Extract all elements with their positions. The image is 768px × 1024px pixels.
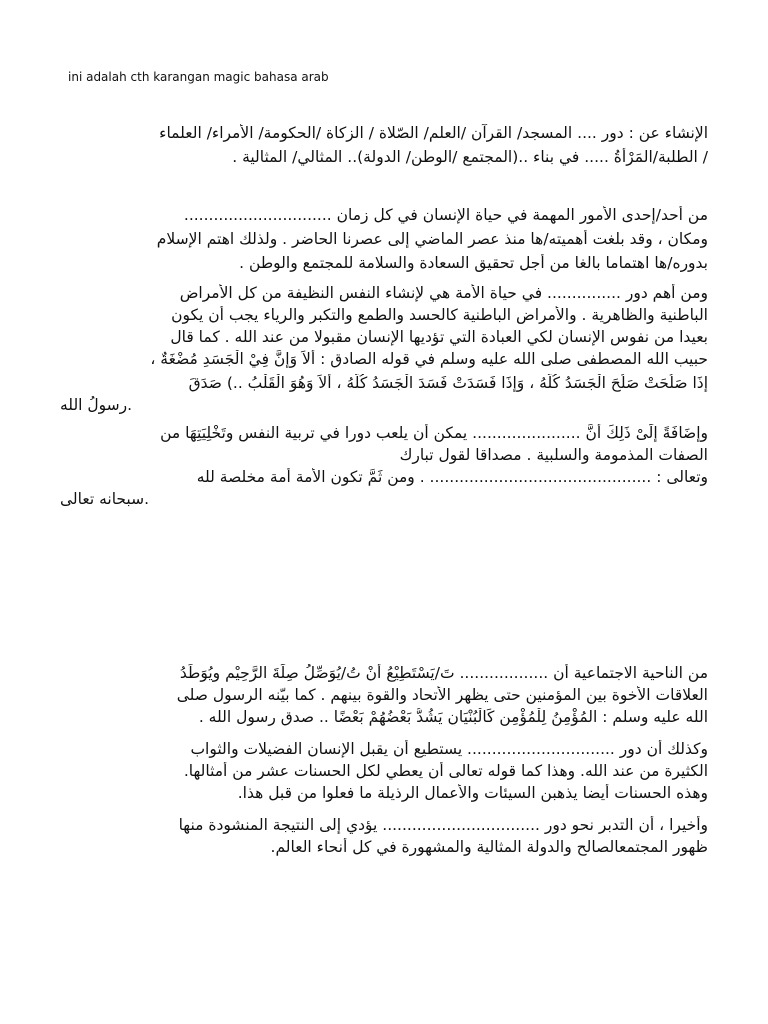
- text-line-15: .سبحانه تعالى: [60, 490, 150, 508]
- text-line-8: بعيدا من نفوس الإنسان لكي العبادة التي تؤديها الإنسان مقبولا من عند الله . كما قال: [170, 328, 708, 346]
- text-line-7: الباطنية والظاهرية . والأمراض الباطنية كالحسد والطمع والتكبر والرياء يجب أن يكون: [171, 306, 708, 324]
- text-line-19: وكذلك أن دور .............................. يستطيع أن يقبل الإنسان الفضيلات والثواب: [190, 740, 708, 758]
- text-line-22: وأخيرا ، أن التدبر نحو دور ................................ يؤدي إلى النتيجة المنشودة منها: [178, 816, 708, 834]
- text-line-23: ظهور المجتمعالصالح والدولة المثالية والمشهورة في كل أنحاء العالم.: [270, 838, 708, 856]
- text-line-13: الصفات المذمومة والسلبية . مصداقا لقول تبارك: [399, 446, 708, 464]
- text-line-17: العلاقات الأخوة بين المؤمنين حتى يظهر الأتحاد والقوة بينهم . كما بيّنه الرسول صلى: [176, 686, 708, 704]
- text-line-11: .رسولُ الله: [60, 396, 133, 414]
- page-header: ini adalah cth karangan magic bahasa arab: [68, 70, 329, 84]
- text-line-9: حبيب الله المصطفى صلى الله عليه وسلم في قوله الصادق : أَلاَ وَإِنَّ فِيْ الْجَسَدِ مُضْغَةٌ ،: [150, 350, 708, 368]
- text-line-16: من الناحية الاجتماعية أن .................. تَ/يَسْتَطِيْعُ أَنْ تُ/يُوَصِّلُ صِلَةَ الرَّحِيْمِ ويُوَطِّدُ: [179, 664, 708, 682]
- text-line-12: وإِضَافَةً إِلَىْ ذَلِكَ أَنَّ ...................... يمكن أن يلعب دورا في تربية النفس وتَخْلِيَتِهَا من: [160, 424, 708, 442]
- text-line-5: بدوره/ها اهتماما بالغا من أجل تحقيق السعادة والسلامة للمجتمع والوطن .: [239, 254, 708, 272]
- text-line-3: من أحد/إحدى الأمور المهمة في حياة الإنسان في كل زمان ..............................: [183, 206, 708, 224]
- text-line-10: إِذَا صَلُحَتْ صَلُحَ الْجَسَدُ كُلُّهُ ، وَإِذَا فَسَدَتْ فَسَدَ الْجَسَدُ كُلُّهُ ، أَلاَ وَهُوَ الْقَلْبُ ..) صَدَقَ: [188, 374, 708, 392]
- text-line-20: الكثيرة من عند الله. وهذا كما قوله تعالى أن يعطي لكل الحسنات عشر من أمثالها.: [183, 762, 708, 780]
- text-line-1: الإنشاء عن : دور .... المسجد/ القرآن /العلم/ الصّلاة / الزكاة /الحكومة/ الأمراء/ العلماء: [159, 124, 708, 142]
- text-line-14: وتعالى : ............................................. . ومن ثَمَّ تكون الأمة أمة مخلصة لله: [196, 468, 708, 486]
- text-line-2: / الطلبة/المَرْأةُ ..... في بناء ..(المجتمع /الوطن/ الدولة).. المثالي/ المثالية .: [232, 148, 708, 166]
- text-line-21: وهذه الحسنات أيضا يذهبن السيئات والأعمال الرذيلة ما فعلوا من قبل هذا.: [237, 784, 708, 802]
- text-line-4: ومكان ، وقد بلغت أهميته/ها منذ عصر الماضي إلى عصرنا الحاضر . ولذلك اهتم الإسلام: [156, 230, 708, 248]
- text-line-18: الله عليه وسلم : المُؤْمِنُ لِلْمُؤْمِنِ كَالْبُنْيَانِ يَشُدُّ بَعْضُهُمْ بَعْضًا .. صدق رسول الله .: [198, 708, 708, 726]
- text-line-6: ومن أهم دور ............... في حياة الأمة هي لإنشاء النفس النظيفة من كل الأمراض: [179, 284, 708, 302]
